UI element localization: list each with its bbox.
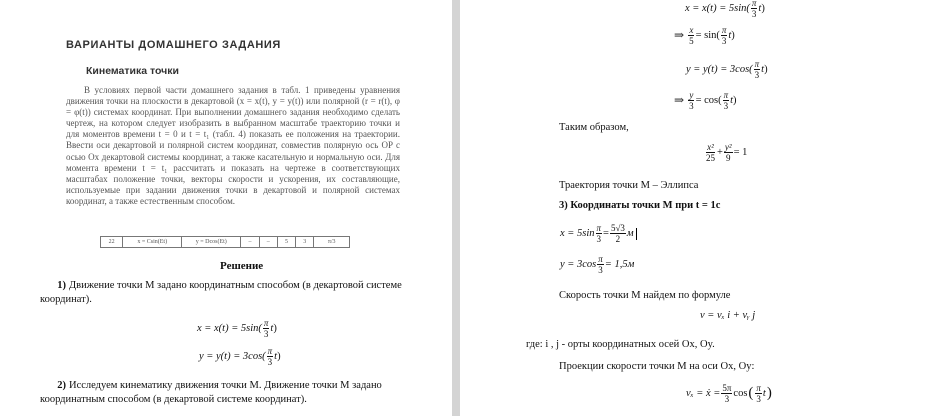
variant-row xyxy=(101,237,350,248)
fraction: $\frac{\pi}{3}$ xyxy=(751,0,757,19)
variant-cell: y = Dcos(Et) xyxy=(182,237,241,248)
velocity-vector-equation: v = vₓ i + vᵧ j xyxy=(700,310,756,321)
ellipse-equation: $\frac{\text{x²}}{25}$ + $\frac{\text{y²}}{9}$ = 1 xyxy=(706,142,748,163)
equation-y-value: y = 3cos $\frac{\pi}{3}$ = 1,5м xyxy=(560,254,635,275)
equation-y: y = y(t) = 3cos( $\frac{\pi}{3}$ t ) xyxy=(199,346,281,367)
fraction: $\frac{y}{3}$ xyxy=(689,90,694,111)
paragraph-number: 1) xyxy=(57,280,66,291)
text-velocity-formula: Скорость точки М найдем по формуле xyxy=(559,290,731,301)
implies-icon: ⇒ xyxy=(674,28,685,42)
text-trajectory: Траектория точки М – Эллипса xyxy=(559,180,699,191)
fraction: $\frac{\pi}{3}$ xyxy=(754,59,760,80)
fraction: $\frac{\pi}{3}$ xyxy=(598,254,603,275)
paragraph-text: Движение точки М задано координатным способом (в декартовой системе координат). xyxy=(40,280,402,305)
variant-cell: 5 xyxy=(277,237,295,248)
equation-x: x = x(t) = 5sin( $\frac{\pi}{3}$ t ) xyxy=(197,318,277,339)
variant-cell: – xyxy=(259,237,277,248)
scan-paragraph-text: В условиях первой части домашнего задания в табл. 1 приведены уравнения движения точки на плоскости в декартовой (x = x(t), y = y(t)) или полярной (r = r(t), φ = φ(t)) системах координат. При выполнении домашнего задания необходимо сделать чертеж, на котором следует изобразить в выбранном масштабе траекторию точки и для моментов времени t = 0 и t = t₁ (табл. 4) показать ее положения на траектории. Ввести оси декартовой и полярной систем координат, совместив полярную ось OP с осью Ox декартовой системы координат, а также касательную и нормальную оси. Для момента времени t = t₁ рассчитать и показать на чертеже в соответствующих масштабах положение точки, векторы скорости и ускорения, их составляющие, используемые при задании движения точки в декартовой и полярной системах координат, а также естественным способом. xyxy=(66,85,400,206)
equation-x: x = x(t) = 5sin( $\frac{\pi}{3}$ t ) xyxy=(685,0,765,19)
fraction: $\frac{\pi}{3}$ xyxy=(721,25,727,46)
variant-cell: x = Csin(Et) xyxy=(123,237,182,248)
text-coordinates-heading: 3) Координаты точки М при t = 1c xyxy=(559,200,721,211)
paragraph-1 xyxy=(40,279,418,307)
eq-var: t xyxy=(274,351,278,362)
fraction: $\frac{\pi}{3}$ xyxy=(723,90,729,111)
fraction: $\frac{\pi}{3}$ xyxy=(263,318,269,339)
scan-paragraph xyxy=(66,85,400,207)
equation-y: y = y(t) = 3cos( $\frac{\pi}{3}$ t ) xyxy=(686,59,768,80)
fraction: $\frac{5\pi}{3}$ xyxy=(722,383,732,404)
paragraph-number: 2) xyxy=(57,380,66,391)
text-cursor xyxy=(636,228,637,240)
implies-icon: ⇒ xyxy=(674,93,685,107)
eq-var: t xyxy=(270,323,274,334)
fraction: $\frac{\pi}{3}$ xyxy=(756,383,761,404)
scan-subtitle: Кинематика точки xyxy=(86,65,179,77)
fraction: $\frac{x}{5}$ xyxy=(689,25,694,46)
paragraph-text: Исследуем кинематику движения точки М. Движение точки М задано координатным способом (в декартовой системе координат). xyxy=(40,380,382,405)
fraction: $\frac{\text{x²}}{25}$ xyxy=(706,142,715,163)
eq-lhs: y = y(t) = 3cos( xyxy=(199,351,266,362)
variant-cell: 3 xyxy=(296,237,314,248)
variant-table xyxy=(100,236,350,248)
equation-y-ratio: ⇒ $\frac{y}{3}$ = cos( $\frac{\pi}{3}$ t ) xyxy=(674,90,737,111)
left-page xyxy=(0,0,452,416)
right-page xyxy=(460,0,933,416)
text-thus: Таким образом, xyxy=(559,122,629,133)
equation-vx: vₓ = ẋ = $\frac{5\pi}{3}$ cos ( $\frac{\pi}{3}$ t ) xyxy=(686,383,772,404)
scan-title: ВАРИАНТЫ ДОМАШНЕГО ЗАДАНИЯ xyxy=(66,39,281,51)
equation-x-ratio: ⇒ $\frac{x}{5}$ = sin( $\frac{\pi}{3}$ t ) xyxy=(674,25,735,46)
fraction: $\frac{\pi}{3}$ xyxy=(596,223,602,244)
paragraph-2 xyxy=(40,379,418,407)
fraction: $\frac{5√3}{2}$ xyxy=(610,223,625,244)
variant-cell: – xyxy=(241,237,259,248)
equation-x-value: x = 5sin $\frac{\pi}{3}$ = $\frac{5√3}{2}$ м xyxy=(560,223,637,244)
fraction: $\frac{\pi}{3}$ xyxy=(267,346,273,367)
eq-lhs: x = x(t) = 5sin( xyxy=(197,323,262,334)
variant-cell: π/3 xyxy=(314,237,350,248)
text-velocity-projections: Проекции скорости точки М на оси Ox, Oy: xyxy=(559,361,755,372)
page-gutter xyxy=(452,0,460,416)
solution-heading: Решение xyxy=(220,260,264,272)
fraction: $\frac{\text{y²}}{9}$ xyxy=(724,142,732,163)
variant-cell: 22 xyxy=(101,237,123,248)
text-unit-vectors: где: i , j - орты координатных осей Ox, Oy. xyxy=(526,339,715,350)
